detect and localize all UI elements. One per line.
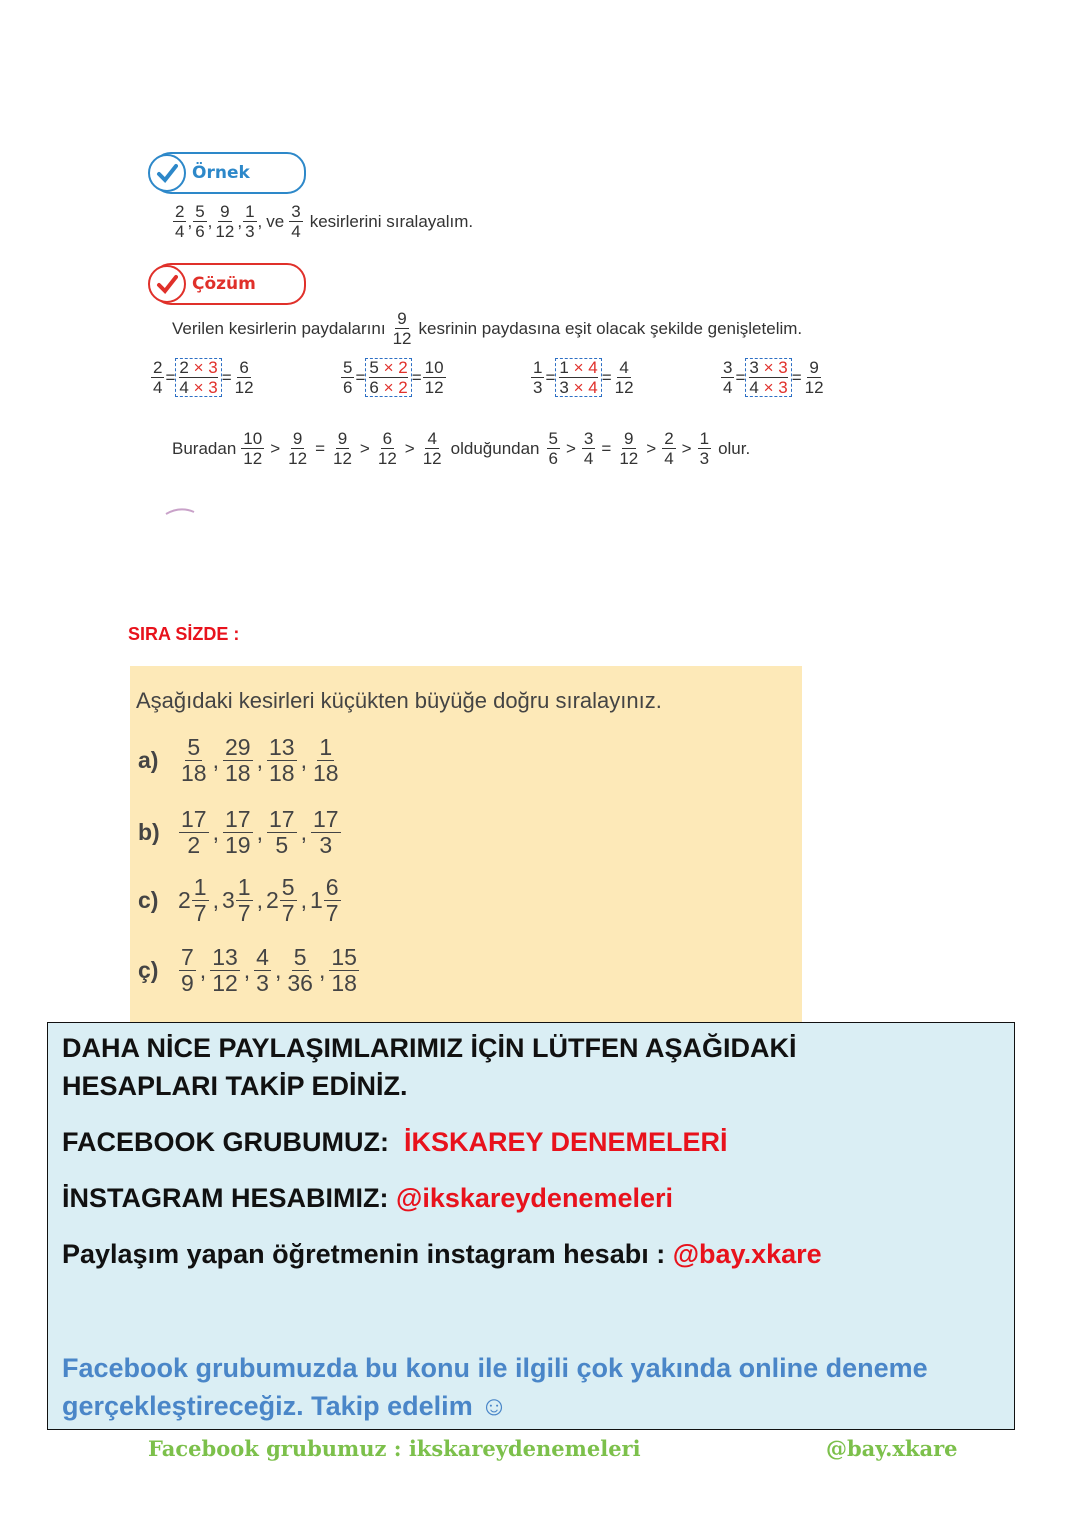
cozum-line1-fraction: $\frac{9}{12}$: [392, 309, 412, 348]
intro-text: kesirlerini sıralayalım.: [309, 211, 474, 231]
denominator: 4: [664, 449, 674, 468]
intro-conj: ve: [266, 211, 285, 231]
cozum-line1-b: kesrinin paydasına eşit olacak şekilde genişletelim.: [418, 318, 803, 338]
intro-fraction: [213, 203, 236, 240]
whole-part: 3: [221, 887, 235, 913]
item-fraction: [267, 808, 297, 857]
olur-text: olur.: [718, 438, 751, 458]
numerator: 6: [239, 358, 249, 377]
chain-fraction: [698, 430, 711, 467]
mixed-number: [178, 876, 210, 925]
denominator: 3: [699, 449, 710, 468]
chain-2: [546, 430, 713, 467]
instagram-label: İNSTAGRAM HESABIMIZ:: [62, 1183, 389, 1213]
numerator: 17: [224, 806, 251, 832]
equals-sign: =: [411, 367, 422, 387]
task-item: [138, 808, 342, 857]
equals-sign: =: [221, 367, 232, 387]
box-value: 6: [369, 378, 384, 397]
expansion-group: [530, 358, 637, 397]
denominator: 19: [224, 832, 251, 858]
item-fraction: [192, 876, 209, 925]
item-fraction: [285, 946, 315, 995]
comma: ,: [300, 747, 307, 773]
original-fraction: [341, 359, 354, 396]
box-value: 3: [559, 378, 574, 397]
item-label: ç): [138, 957, 159, 983]
multiplier: × 2: [383, 358, 408, 377]
original-fraction: [721, 359, 734, 396]
item-fraction: [179, 808, 209, 857]
numerator: 3: [723, 358, 733, 377]
equals-sign: =: [791, 367, 802, 387]
box-numerator: [559, 359, 597, 378]
oldugundan-text: olduğundan: [450, 438, 540, 458]
comma: ,: [256, 747, 263, 773]
operator: >: [404, 438, 415, 458]
cozum-label: Çözüm: [192, 274, 256, 294]
operator: >: [646, 438, 657, 458]
operator: =: [315, 438, 325, 458]
ornek-label: Örnek: [192, 163, 250, 183]
result-fraction: [233, 359, 256, 396]
comma: ,: [318, 957, 326, 983]
footer-right: @bay.xkare: [826, 1436, 958, 1461]
numerator: 5: [281, 874, 295, 900]
notice-promo2: gerçekleştireceğiz. Takip edelim ☺: [62, 1391, 508, 1421]
chain-fraction: [376, 430, 399, 467]
item-label: b): [138, 819, 160, 845]
comma: ,: [256, 887, 263, 913]
denominator: 18: [331, 970, 357, 996]
numerator: 7: [181, 944, 194, 970]
denominator: 7: [281, 900, 295, 926]
notice-instagram: [62, 1183, 673, 1214]
operator: >: [359, 438, 370, 458]
teacher-label: Paylaşım yapan öğretmenin instagram hesabı :: [62, 1239, 666, 1269]
cozum-line1: [172, 310, 802, 347]
box-value: 1: [559, 358, 574, 377]
chain-fraction: [421, 430, 444, 467]
chain-fraction: [241, 430, 264, 467]
mixed-number: [222, 876, 254, 925]
equals-sign: =: [355, 367, 366, 387]
item-label: c): [138, 887, 159, 913]
numerator: 10: [243, 429, 263, 448]
operator: >: [270, 438, 281, 458]
comma: ,: [212, 819, 219, 845]
numerator: 1: [319, 734, 333, 760]
numerator: 2: [153, 358, 163, 377]
notice-teacher: [62, 1239, 822, 1270]
conclusion-line: [172, 430, 750, 467]
box-numerator: [179, 359, 217, 378]
box-value: 4: [179, 378, 194, 397]
chain-fraction: [331, 430, 354, 467]
denominator: 12: [422, 449, 442, 468]
notice-box: [47, 1022, 1015, 1430]
comma: ,: [187, 211, 193, 231]
comma: ,: [256, 819, 263, 845]
instagram-value: @ikskareydenemeleri: [396, 1183, 674, 1213]
denominator: 12: [377, 449, 397, 468]
denominator: 12: [614, 378, 634, 397]
multiplier: × 2: [383, 378, 408, 397]
comma: ,: [207, 211, 213, 231]
comma: ,: [199, 957, 207, 983]
numerator: 1: [237, 874, 251, 900]
sira-sizde-heading: SIRA SİZDE :: [128, 624, 240, 644]
denominator: 6: [343, 378, 353, 397]
expansion-group: [340, 358, 447, 397]
denominator: 4: [583, 449, 594, 468]
box-value: 4: [749, 378, 764, 397]
task-item: [138, 736, 342, 785]
result-fraction: [803, 359, 826, 396]
denominator: 18: [312, 760, 339, 786]
denominator: 2: [187, 832, 201, 858]
result-fraction: [613, 359, 636, 396]
intro-fraction: [173, 203, 186, 240]
denominator: 12: [243, 449, 263, 468]
whole-part: 2: [265, 887, 279, 913]
item-fraction: [223, 736, 253, 785]
mixed-number: [310, 876, 342, 925]
denominator: 5: [275, 832, 289, 858]
denominator: 12: [212, 970, 238, 996]
multiplier: × 3: [193, 378, 218, 397]
box-denominator: [179, 378, 217, 396]
equals-sign: =: [165, 367, 176, 387]
numerator: 4: [619, 358, 629, 377]
buradan-text: Buradan: [172, 438, 237, 458]
chain-fraction: [662, 430, 675, 467]
comma: ,: [300, 887, 307, 913]
denominator: 12: [215, 222, 235, 241]
item-fraction: [329, 946, 359, 995]
expansion-group: [720, 358, 827, 397]
item-fraction: [179, 736, 209, 785]
numerator: 5: [343, 358, 353, 377]
multiplier-box: [365, 358, 411, 397]
box-value: 5: [369, 358, 384, 377]
chain-1: [240, 430, 444, 467]
item-fraction: [179, 946, 196, 995]
result-fraction: [423, 359, 446, 396]
equals-sign: =: [545, 367, 556, 387]
box-numerator: [369, 359, 407, 378]
comma: ,: [212, 887, 219, 913]
box-denominator: [559, 378, 597, 396]
item-label: a): [138, 747, 159, 773]
numerator: 9: [624, 429, 634, 448]
numerator: 9: [337, 429, 348, 448]
whole-part: 2: [178, 887, 191, 913]
task-item: [138, 946, 360, 995]
numerator: 3: [583, 429, 594, 448]
multiplier-box: [175, 358, 221, 397]
facebook-value: İKSKAREY DENEMELERİ: [404, 1127, 728, 1157]
ornek-badge: [152, 152, 306, 194]
denominator: 4: [723, 378, 733, 397]
task-item: [138, 876, 342, 925]
expansion-row: [150, 358, 890, 408]
denominator: 12: [804, 378, 824, 397]
equals-sign: =: [735, 367, 746, 387]
numerator: 9: [809, 358, 819, 377]
check-icon: [148, 265, 186, 303]
numerator: 5: [548, 429, 558, 448]
intro-fraction: [243, 203, 256, 240]
task-question: Aşağıdaki kesirleri küçükten büyüğe doğru sıralayınız.: [136, 688, 662, 713]
numerator: 4: [427, 429, 437, 448]
multiplier: × 4: [573, 378, 598, 397]
multiplier: × 4: [573, 358, 598, 377]
cozum-badge: [152, 263, 306, 305]
intro-fractions: [172, 203, 262, 240]
comma: ,: [257, 211, 263, 231]
numerator: 1: [245, 202, 255, 221]
intro-fraction: [193, 203, 206, 240]
denominator: 9: [181, 970, 194, 996]
numerator: 1: [533, 358, 543, 377]
numerator: 6: [325, 874, 339, 900]
denominator: 18: [224, 760, 251, 786]
intro-last-fraction: $\frac{3}{4}$: [291, 202, 301, 241]
numerator: 13: [268, 734, 295, 760]
multiplier: × 3: [193, 358, 218, 377]
denominator: 7: [237, 900, 251, 926]
chain-fraction: [617, 430, 640, 467]
denominator: 6: [548, 449, 558, 468]
denominator: 3: [245, 222, 255, 241]
multiplier-box: [555, 358, 601, 397]
box-denominator: [749, 378, 787, 396]
original-fraction: [531, 359, 544, 396]
denominator: 12: [619, 449, 639, 468]
numerator: 6: [382, 429, 393, 448]
comma: ,: [212, 747, 219, 773]
numerator: 15: [331, 944, 357, 970]
denominator: 18: [181, 760, 207, 786]
denominator: 36: [287, 970, 313, 996]
numerator: 2: [664, 429, 674, 448]
numerator: 4: [256, 944, 269, 970]
ornek-intro: [172, 203, 473, 240]
facebook-label: FACEBOOK GRUBUMUZ:: [62, 1127, 389, 1157]
item-fraction: [311, 808, 341, 857]
footer-left: Facebook grubumuz : ikskareydenemeleri: [148, 1436, 641, 1461]
numerator: 13: [212, 944, 238, 970]
teacher-value: @bay.xkare: [672, 1239, 822, 1269]
numerator: 1: [699, 429, 710, 448]
numerator: 9: [220, 202, 230, 221]
cozum-line1-a: Verilen kesirlerin paydalarını: [172, 318, 386, 338]
numerator: 17: [181, 806, 207, 832]
box-numerator: [749, 359, 787, 378]
numerator: 17: [312, 806, 339, 832]
notice-promo1: Facebook grubumuzda bu konu ile ilgili çok yakında online deneme: [62, 1353, 928, 1383]
denominator: 3: [319, 832, 333, 858]
denominator: 12: [333, 449, 352, 468]
comma: ,: [274, 957, 282, 983]
decorative-arc: [164, 506, 196, 516]
denominator: 12: [234, 378, 254, 397]
denominator: 3: [533, 378, 543, 397]
box-denominator: [369, 378, 407, 396]
comma: ,: [243, 957, 251, 983]
item-fraction: [236, 876, 253, 925]
numerator: 9: [292, 429, 303, 448]
item-fraction: [280, 876, 297, 925]
notice-facebook: [62, 1127, 728, 1158]
task-box: [130, 666, 802, 1026]
multiplier: × 3: [763, 378, 788, 397]
multiplier-box: [745, 358, 791, 397]
check-icon: [148, 154, 186, 192]
chain-fraction: [286, 430, 309, 467]
operator: >: [681, 438, 692, 458]
operator: >: [565, 438, 576, 458]
denominator: 7: [193, 900, 207, 926]
numerator: 29: [224, 734, 251, 760]
comma: ,: [300, 819, 307, 845]
numerator: 5: [187, 734, 201, 760]
numerator: 10: [424, 358, 444, 377]
numerator: 17: [268, 806, 295, 832]
operator: =: [601, 438, 612, 458]
denominator: 4: [153, 378, 163, 397]
box-value: 2: [179, 358, 194, 377]
denominator: 4: [175, 222, 185, 241]
chain-fraction: [582, 430, 595, 467]
item-fraction: [223, 808, 253, 857]
comma: ,: [237, 211, 243, 231]
numerator: 5: [195, 202, 205, 221]
denominator: 3: [256, 970, 269, 996]
multiplier: × 3: [763, 358, 788, 377]
denominator: 12: [424, 378, 444, 397]
expansion-group: [150, 358, 257, 397]
denominator: 7: [325, 900, 339, 926]
original-fraction: [151, 359, 164, 396]
equals-sign: =: [601, 367, 612, 387]
notice-line1: DAHA NİCE PAYLAŞIMLARIMIZ İÇİN LÜTFEN AŞAĞIDAKİ: [62, 1033, 797, 1063]
numerator: 2: [175, 202, 185, 221]
mixed-number: [266, 876, 298, 925]
item-fraction: [324, 876, 341, 925]
item-fraction: [267, 736, 297, 785]
numerator: 1: [193, 874, 207, 900]
item-fraction: [311, 736, 341, 785]
notice-line2: HESAPLARI TAKİP EDİNİZ.: [62, 1071, 408, 1101]
whole-part: 1: [309, 887, 323, 913]
chain-fraction: [547, 430, 560, 467]
numerator: 5: [293, 944, 307, 970]
denominator: 12: [288, 449, 308, 468]
denominator: 6: [195, 222, 205, 241]
item-fraction: [254, 946, 271, 995]
item-fraction: [210, 946, 240, 995]
box-value: 3: [749, 358, 764, 377]
denominator: 18: [268, 760, 295, 786]
